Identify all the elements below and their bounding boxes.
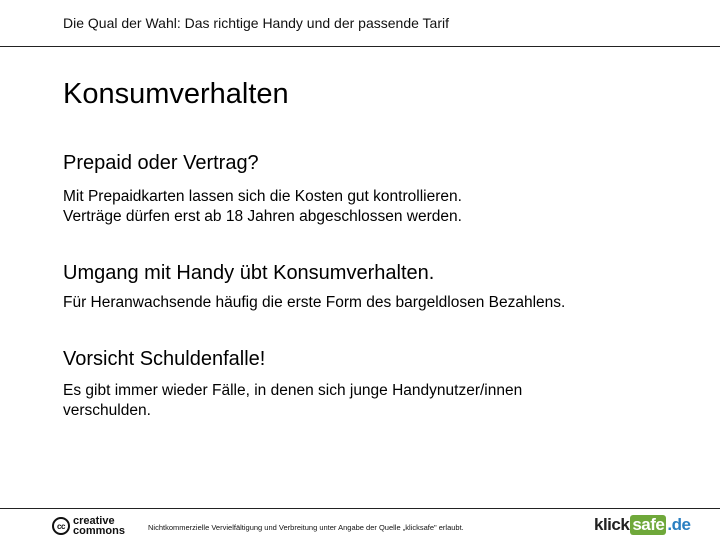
header-title: Die Qual der Wahl: Das richtige Handy und der passende Tarif — [63, 15, 449, 31]
section-body-konsum — [63, 293, 663, 313]
bottom-divider — [0, 508, 720, 509]
section-body-prepaid — [63, 187, 663, 227]
body-line: verschulden. — [63, 402, 151, 419]
creative-commons-logo — [52, 515, 125, 537]
body-line: Es gibt immer wieder Fälle, in denen sich junge Handynutzer/innen — [63, 382, 523, 399]
top-divider — [0, 46, 720, 47]
klicksafe-logo-safe: safe — [632, 515, 665, 534]
klicksafe-logo — [594, 513, 690, 537]
slide-title: Konsumverhalten — [63, 78, 289, 110]
klicksafe-logo-de: .de — [667, 515, 691, 534]
cc-icon: cc — [52, 517, 70, 535]
section-heading-schulden: Vorsicht Schuldenfalle! — [63, 348, 266, 370]
license-text: Nichtkommerzielle Vervielfältigung und Verbreitung unter Angabe der Quelle „klicksafe" erlaubt. — [148, 523, 464, 532]
section-heading-konsum: Umgang mit Handy übt Konsumverhalten. — [63, 262, 435, 284]
body-line: Für Heranwachsende häufig die erste Form des bargeldlosen Bezahlens. — [63, 294, 566, 311]
klicksafe-logo-klick: klick — [594, 515, 630, 534]
body-line: Verträge dürfen erst ab 18 Jahren abgeschlossen werden. — [63, 208, 462, 225]
cc-word-commons: commons — [73, 525, 125, 537]
section-heading-prepaid: Prepaid oder Vertrag? — [63, 152, 259, 174]
body-line: Mit Prepaidkarten lassen sich die Kosten gut kontrollieren. — [63, 188, 462, 205]
section-body-schulden — [63, 381, 663, 421]
cc-word-creative: creative — [73, 515, 115, 527]
